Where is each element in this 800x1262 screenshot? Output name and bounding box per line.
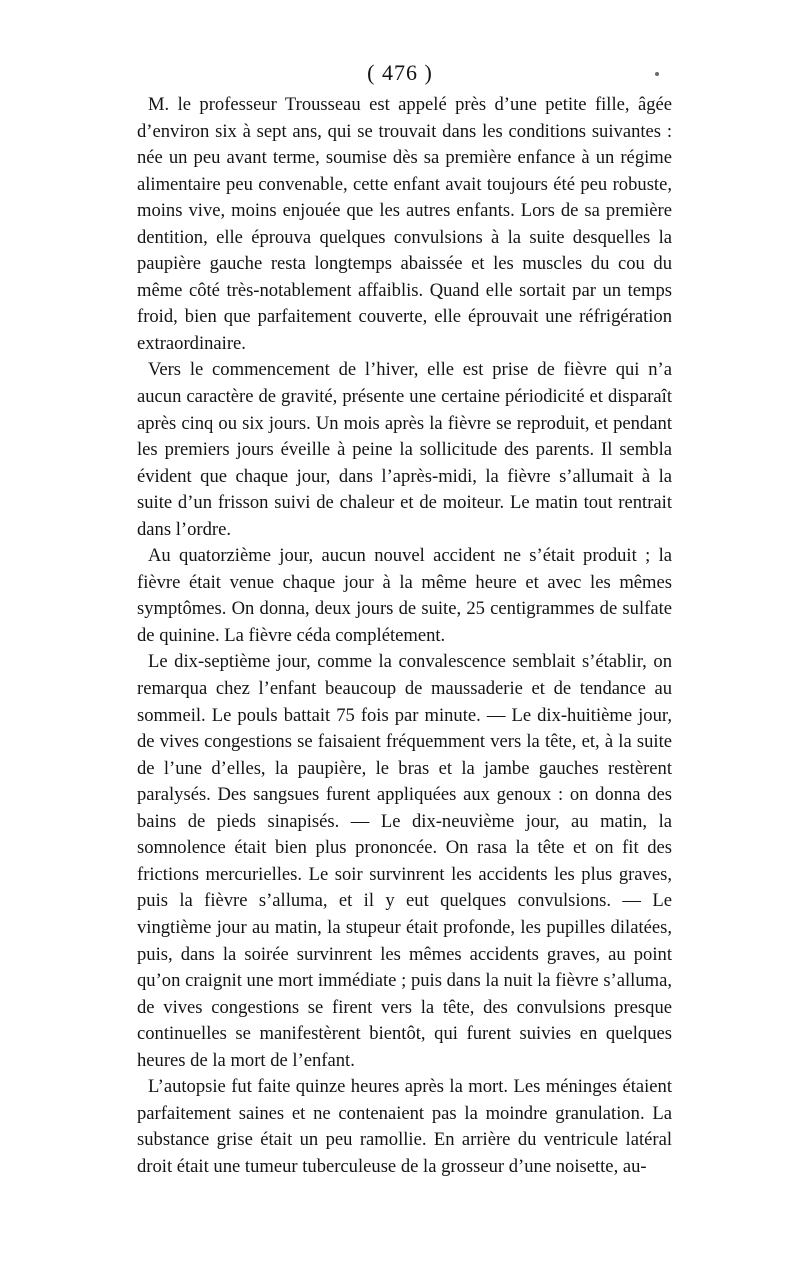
- paragraph-1: M. le professeur Trousseau est appelé près d’une petite fille, âgée d’environ six à sept ans, qui se trouvait dans les conditions suivantes : née un peu avant terme, soumise dès sa première enfance à un régime alimentaire peu convenable, cette enfant avait toujours été peu robuste, moins vive, moins enjouée que les autres enfants. Lors de sa première dentition, elle éprouva quelques convulsions à la suite desquelles la paupière gauche resta longtemps abaissée et les muscles du cou du même côté très-notablement affaiblis. Quand elle sortait par un temps froid, bien que parfaitement couverte, elle éprouvait une réfrigération extraordinaire.: [137, 94, 672, 354]
- page-number: ( 476 ): [367, 60, 433, 85]
- paragraph-5: L’autopsie fut faite quinze heures après la mort. Les méninges étaient parfaitement saines et ne contenaient pas la moindre granulation. La substance grise était un peu ramollie. En arrière du ventricule latéral droit était une tumeur tuberculeuse de la grosseur d’une noisette, au-: [137, 1076, 672, 1177]
- paragraph-4: Le dix-septième jour, comme la convalescence semblait s’établir, on remarqua chez l’enfant beaucoup de maussaderie et de tendance au sommeil. Le pouls battait 75 fois par minute. — Le dix-huitième jour, de vives congestions se faisaient fréquemment vers la tête, et, à la suite de l’une d’elles, la paupière, le bras et la jambe gauches restèrent paralysés. Des sangsues furent appliquées aux genoux : on donna des bains de pieds sinapisés. — Le dix-neuvième jour, au matin, la somnolence était bien plus prononcée. On rasa la tête et on fit des frictions mercurielles. Le soir survinrent les accidents les plus graves, puis la fièvre s’alluma, et il y eut quelques convulsions. — Le vingtième jour au matin, la stupeur était profonde, les pupilles dilatées, puis, dans la soirée survinrent les mêmes accidents graves, au point qu’on craignit une mort immédiate ; puis dans la nuit la fièvre s’alluma, de vives congestions se firent vers la tête, des convulsions presque continuelles se manifestèrent bientôt, qui furent suivies en quelques heures de la mort de l’enfant.: [137, 651, 672, 1071]
- body-text: [137, 92, 672, 1180]
- ink-speck: [655, 72, 659, 76]
- paragraph-3: Au quatorzième jour, aucun nouvel accident ne s’était produit ; la fièvre était venue chaque jour à la même heure et avec les mêmes symptômes. On donna, deux jours de suite, 25 centigrammes de sulfate de quinine. La fièvre céda complétement.: [137, 545, 672, 646]
- paragraph-2: Vers le commencement de l’hiver, elle est prise de fièvre qui n’a aucun caractère de gravité, présente une certaine périodicité et disparaît après cinq ou six jours. Un mois après la fièvre se reproduit, et pendant les premiers jours éveille à peine la sollicitude des parents. Il sembla évident que chaque jour, dans l’après-midi, la fièvre s’allumait à la suite d’un frisson suivi de chaleur et de moiteur. Le matin tout rentrait dans l’ordre.: [137, 359, 672, 540]
